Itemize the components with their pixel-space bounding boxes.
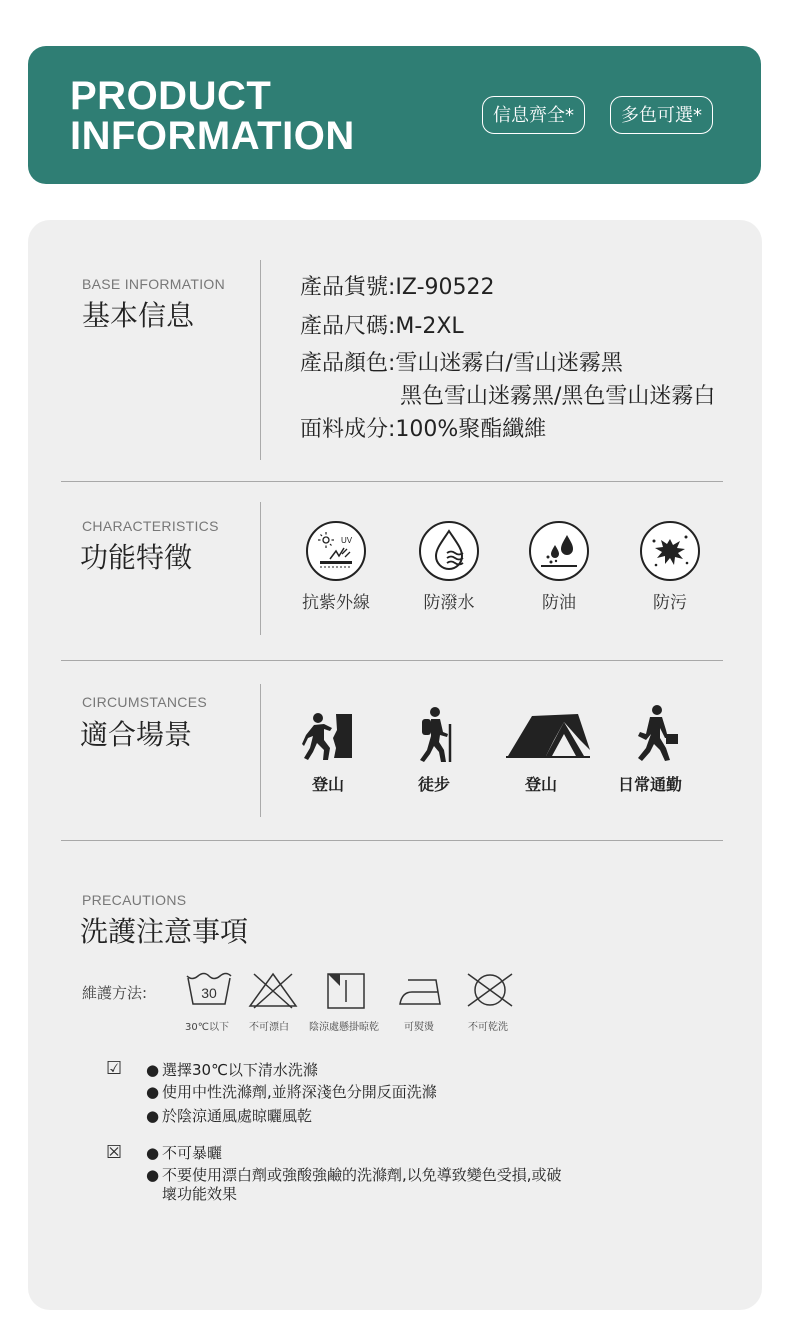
dont-item-cont: 壞功能效果: [162, 1185, 238, 1203]
base-section-title: 基本信息: [82, 299, 195, 332]
scene-label: 登山: [524, 775, 557, 794]
product-size: 產品尺碼:M-2XL: [300, 314, 464, 339]
do-item: ● 使用中性洗滌劑,並將深淺色分開反面洗滌: [146, 1083, 437, 1101]
scene-label: 登山: [311, 775, 344, 794]
base-section-en: BASE INFORMATION: [82, 276, 225, 292]
features-section-title: 功能特徵: [80, 541, 193, 574]
dont-item: ● 不可暴曬: [146, 1144, 223, 1162]
divider-vertical: [260, 502, 261, 635]
climbing-icon: [300, 708, 356, 764]
scene-label: 日常通勤: [617, 775, 682, 794]
divider-vertical: [260, 260, 261, 460]
care-section-en: PRECAUTIONS: [82, 892, 187, 908]
scenes-section-title: 適合場景: [80, 718, 193, 751]
feature-label: 抗紫外線: [302, 593, 370, 613]
info-complete-badge: 信息齊全*: [482, 96, 585, 134]
care-caption: 不可乾洗: [468, 1022, 508, 1033]
care-caption: 可熨燙: [404, 1022, 434, 1033]
svg-text:UV: UV: [341, 536, 353, 545]
title-line-2: INFORMATION: [70, 114, 355, 158]
features-section-en: CHARACTERISTICS: [82, 518, 219, 534]
care-section-title: 洗護注意事項: [80, 915, 249, 948]
dont-cross-icon: ☒: [106, 1142, 123, 1163]
water-repellent-icon: [419, 521, 479, 581]
do-item: ● 於陰涼通風處晾曬風乾: [146, 1107, 313, 1125]
divider: [61, 660, 723, 661]
no-bleach-icon: [246, 970, 300, 1010]
product-code: 產品貨號:IZ-90522: [300, 275, 495, 300]
no-dry-clean-icon: [462, 970, 518, 1010]
stain-proof-icon: [640, 521, 700, 581]
product-color: 產品顏色:雪山迷霧白/雪山迷霧黑: [300, 351, 623, 376]
care-caption: 不可漂白: [249, 1022, 289, 1033]
do-check-icon: ☑: [106, 1058, 123, 1079]
scene-label: 徒步: [417, 775, 450, 794]
divider: [61, 840, 723, 841]
info-card: [28, 220, 762, 1310]
divider: [61, 481, 723, 482]
feature-label: 防污: [653, 593, 687, 613]
care-method-label: 維護方法:: [82, 984, 148, 1002]
care-caption: 陰涼處懸掛晾乾: [309, 1022, 379, 1033]
feature-label: 防油: [542, 593, 576, 613]
dont-item: ● 不要使用漂白劑或強酸強鹼的洗滌劑,以免導致變色受損,或破: [146, 1166, 562, 1184]
line-dry-shade-icon: [326, 972, 366, 1010]
oil-proof-icon: [529, 521, 589, 581]
title-line-1: PRODUCT: [70, 74, 272, 118]
divider-vertical: [260, 684, 261, 817]
do-item: ● 選擇30℃以下清水洗滌: [146, 1061, 318, 1079]
care-caption: 30℃以下: [185, 1022, 229, 1033]
fabric-composition: 面料成分:100%聚酯纖維: [300, 417, 547, 442]
hiking-icon: [410, 706, 462, 764]
feature-label: 防潑水: [423, 593, 475, 613]
page-title: [70, 76, 355, 156]
header-banner: [28, 46, 761, 184]
svg-text:30: 30: [201, 985, 217, 1001]
tent-icon: [504, 710, 592, 760]
scenes-section-en: CIRCUMSTANCES: [82, 694, 207, 710]
multi-color-badge: 多色可選*: [610, 96, 713, 134]
iron-icon: [396, 976, 444, 1008]
commute-icon: [632, 704, 680, 764]
product-color-cont: 黑色雪山迷霧黑/黑色雪山迷霧白: [400, 384, 716, 409]
wash-30-icon: [184, 972, 234, 1008]
uv-protection-icon: [306, 521, 366, 581]
